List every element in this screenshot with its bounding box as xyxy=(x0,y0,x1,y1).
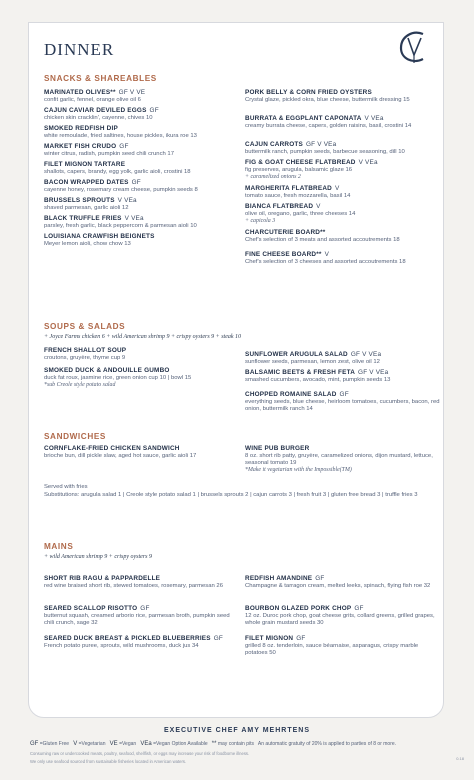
menu-item-description: creamy burrata cheese, capers, golden raisins, basil, crostini 14 xyxy=(245,123,412,129)
menu-item-name: LOUISIANA CRAWFISH BEIGNETS xyxy=(44,233,155,240)
diet-tags: GF xyxy=(149,107,159,114)
menu-item xyxy=(44,161,240,176)
menu-item xyxy=(245,115,441,130)
diet-legend xyxy=(30,741,396,747)
menu-item xyxy=(245,605,441,627)
menu-item xyxy=(245,369,441,384)
soups-addons: + Joyce Farms chicken 6 + wild American shrimp 9 + crispy oysters 9 + steak 10 xyxy=(44,334,242,340)
menu-item-description: tomato sauce, fresh mozzarella, basil 14 xyxy=(245,193,351,199)
diet-tags: V xyxy=(334,185,340,192)
menu-item-description: olive oil, oregano, garlic, three cheeses 14 xyxy=(245,211,356,217)
menu-item-name: CHARCUTERIE BOARD** xyxy=(245,229,326,236)
menu-item-description: Chef's selection of 3 cheeses and assorted accoutrements 18 xyxy=(245,259,406,265)
menu-item-name: CAJUN CAVIAR DEVILED EGGS GF xyxy=(44,107,159,114)
menu-item xyxy=(245,185,441,200)
menu-item-description: Chef's selection of 3 meats and assorted accoutrements 18 xyxy=(245,237,400,243)
menu-item-addon: *sub Creole style potato salad xyxy=(44,382,116,388)
menu-item-description: red wine braised short rib, stewed tomatoes, rosemary, parmesan 26 xyxy=(44,583,223,589)
diet-tags: GF xyxy=(131,179,141,186)
menu-item-addon: + caramelized onions 2 xyxy=(245,174,301,180)
menu-item xyxy=(245,575,441,590)
menu-item-description: grilled 8 oz. tenderloin, sauce béarnaise, asparagus, crispy marble potatoes 50 xyxy=(245,643,419,656)
menu-item xyxy=(245,203,441,225)
legend-ve: VE =Vegan xyxy=(109,741,137,747)
menu-item-description: winter citrus, radish, pumpkin seed chili crunch 17 xyxy=(44,151,174,157)
section-heading-snacks: SNACKS & SHAREABLES xyxy=(44,74,157,83)
menu-item-description: fig preserves, arugula, balsamic glaze 16 xyxy=(245,167,353,173)
sides-title: Served with fries xyxy=(44,484,88,490)
menu-item xyxy=(44,215,240,230)
menu-item-name: BOURBON GLAZED PORK CHOP GF xyxy=(245,605,364,612)
menu-item xyxy=(44,89,240,104)
diet-tags: V xyxy=(316,203,321,210)
menu-item-description: 8 oz. short rib patty, gruyère, caramelized onions, dijon mustard, lettuce, seasonal tomato 19 xyxy=(245,453,433,466)
menu-item-name: SMOKED REDFISH DIP xyxy=(44,125,118,132)
menu-item xyxy=(44,179,240,194)
menu-item xyxy=(44,107,240,122)
menu-item-description: white remoulade, fried saltines, house pickles, ikura roe 13 xyxy=(44,133,197,139)
menu-item xyxy=(245,351,441,366)
menu-item-description: Meyer lemon aioli, chow chow 13 xyxy=(44,241,131,247)
menu-item xyxy=(44,125,240,140)
legend-pits: ** may contain pits xyxy=(211,741,254,747)
menu-item-description: croutons, gruyère, thyme cup 9 xyxy=(44,355,126,361)
menu-item xyxy=(44,635,240,650)
menu-item-name: BLACK TRUFFLE FRIES V VEa xyxy=(44,215,144,222)
menu-item xyxy=(245,391,441,413)
menu-item-name: FRENCH SHALLOT SOUP xyxy=(44,347,127,354)
menu-item-description: cayenne honey, rosemary cream cheese, pumpkin seeds 8 xyxy=(44,187,198,193)
menu-item-description: 12 oz. Duroc pork chop, goat cheese grits, collard greens, grilled grapes, whole grain mustard seeds 30 xyxy=(245,613,435,626)
menu-item-name: BACON WRAPPED DATES GF xyxy=(44,179,141,186)
menu-item-name: CAJUN CARROTS GF V VEa xyxy=(245,141,337,148)
menu-item-description: shaved parmesan, garlic aioli 12 xyxy=(44,205,129,211)
menu-item-description: buttermilk ranch, pumpkin seeds, barbecue seasoning, dill 10 xyxy=(245,149,405,155)
logo-icon xyxy=(397,28,431,66)
menu-item-name: MARKET FISH CRUDO GF xyxy=(44,143,129,150)
diet-tags: V VEa xyxy=(358,159,378,166)
menu-item-name: MARGHERITA FLATBREAD V xyxy=(245,185,340,192)
diet-tags: GF xyxy=(339,391,349,398)
menu-item-name: SHORT RIB RAGU & PAPPARDELLE xyxy=(44,575,161,582)
menu-item-description: Champagne & tarragon cream, melted leeks, spinach, flying fish roe 32 xyxy=(245,583,431,589)
menu-item-name: FILET MIGNON GF xyxy=(245,635,306,642)
section-heading-mains: MAINS xyxy=(44,542,74,551)
menu-item-name: CHOPPED ROMAINE SALAD GF xyxy=(245,391,349,398)
menu-item-name: BIANCA FLATBREAD V xyxy=(245,203,321,210)
menu-item-description: sunflower seeds, parmesan, lemon zest, olive oil 12 xyxy=(245,359,380,365)
menu-item xyxy=(245,445,441,474)
menu-item-description: Crystal glaze, pickled okra, blue cheese, buttermilk dressing 15 xyxy=(245,97,410,103)
diet-tags: GF V VE xyxy=(118,89,146,96)
legend-gf: GF =Gluten Free xyxy=(30,741,70,747)
menu-item xyxy=(44,575,240,590)
menu-item-name: FIG & GOAT CHEESE FLATBREAD V VEa xyxy=(245,159,378,166)
diet-tags: GF xyxy=(296,635,306,642)
menu-item xyxy=(44,347,240,362)
diet-tags: V VEa xyxy=(117,197,137,204)
menu-item-name: FINE CHEESE BOARD** V xyxy=(245,251,330,258)
menu-item-description: parsley, fresh garlic, black peppercorn & parmesan aioli 10 xyxy=(44,223,197,229)
legend-v: V =Vegetarian xyxy=(73,741,106,747)
menu-item-name: WINE PUB BURGER xyxy=(245,445,310,452)
section-heading-sandwiches: SANDWICHES xyxy=(44,432,106,441)
menu-item-name: CORNFLAKE-FRIED CHICKEN SANDWICH xyxy=(44,445,180,452)
gratuity-note: An automatic gratuity of 20% is applied to parties of 8 or more. xyxy=(257,741,397,747)
menu-item-name: SUNFLOWER ARUGULA SALAD GF V VEa xyxy=(245,351,382,358)
menu-item xyxy=(44,367,240,389)
menu-code: 0.18 xyxy=(456,756,464,761)
sourcing-note: We only use seafood sourced from sustainable fisheries located in American waters. xyxy=(30,759,187,764)
diet-tags: V xyxy=(324,251,330,258)
menu-item-name: BRUSSELS SPROUTS V VEa xyxy=(44,197,137,204)
menu-item-name: PORK BELLY & CORN FRIED OYSTERS xyxy=(245,89,372,96)
menu-item-addon: *Make it vegetarian with the Impossible(TM) xyxy=(245,467,352,473)
diet-tags: GF xyxy=(213,635,223,642)
diet-tags: GF V VEa xyxy=(350,351,382,358)
menu-item xyxy=(245,89,441,104)
menu-item-name: SMOKED DUCK & ANDOUILLE GUMBO xyxy=(44,367,170,374)
menu-item-description: butternut squash, creamed arborio rice, parmesan broth, pumpkin seed chili crunch, sage 32 xyxy=(44,613,230,626)
menu-item-description: shallots, capers, brandy, egg yolk, garlic aioli, crostini 18 xyxy=(44,169,191,175)
menu-item-addon: + capicola 3 xyxy=(245,218,276,224)
menu-item-name: FILET MIGNON TARTARE xyxy=(44,161,126,168)
menu-item-name: REDFISH AMANDINE GF xyxy=(245,575,325,582)
menu-item-description: chicken skin cracklin', cayenne, chives 10 xyxy=(44,115,153,121)
executive-chef: EXECUTIVE CHEF AMY MEHRTENS xyxy=(163,727,310,734)
diet-tags: V VEa xyxy=(364,115,384,122)
menu-item xyxy=(44,197,240,212)
menu-item-name: MARINATED OLIVES** GF V VE xyxy=(44,89,146,96)
menu-item xyxy=(245,141,441,156)
menu-item xyxy=(245,229,441,244)
diet-tags: V VEa xyxy=(124,215,144,222)
menu-item xyxy=(245,159,441,181)
menu-item xyxy=(245,635,441,657)
page-title: DINNER xyxy=(44,40,115,59)
menu-item xyxy=(44,143,240,158)
diet-tags: GF V VEa xyxy=(358,369,389,376)
menu-item-description: French potato puree, sprouts, wild mushrooms, duck jus 34 xyxy=(44,643,199,649)
menu-item-description: everything seeds, blue cheese, heirloom tomatoes, cucumbers, bacon, red onion, buttermilk ranch 14 xyxy=(245,399,440,412)
menu-item-description: smashed cucumbers, avocado, mint, pumpkin seeds 13 xyxy=(245,377,391,383)
menu-item-name: SEARED SCALLOP RISOTTO GF xyxy=(44,605,150,612)
menu-item-description: confit garlic, fennel, orange olive oil 6 xyxy=(44,97,141,103)
diet-tags: GF xyxy=(315,575,325,582)
menu-item xyxy=(245,251,441,266)
consumer-advisory: Consuming raw or undercooked meats, poultry, seafood, shellfish, or eggs may increase your risk of foodborne illness. xyxy=(30,751,250,756)
menu-item-name: BALSAMIC BEETS & FRESH FETA GF V VEa xyxy=(245,369,389,376)
sides-substitutions: Substitutions: arugula salad 1 | Creole style potato salad 1 | brussels sprouts 2 | cajun carrots 3 | fresh fruit 3 | gluten free bread 3 | truffle fries 3 xyxy=(44,492,418,498)
menu-item xyxy=(44,233,240,248)
legend-vea: VEa =Vegan Option Available xyxy=(140,741,208,747)
menu-item xyxy=(44,605,240,627)
menu-item-description: brioche bun, dill pickle slaw, aged hot sauce, garlic aioli 17 xyxy=(44,453,197,459)
diet-tags: GF xyxy=(119,143,129,150)
diet-tags: GF xyxy=(354,605,364,612)
mains-addons: + wild American shrimp 9 + crispy oysters 9 xyxy=(44,554,152,560)
menu-item-name: BURRATA & EGGPLANT CAPONATA V VEa xyxy=(245,115,384,122)
section-heading-soups: SOUPS & SALADS xyxy=(44,322,126,331)
menu-item-description: duck fat roux, jasmine rice, green onion cup 10 | bowl 15 xyxy=(44,375,192,381)
menu-item-name: SEARED DUCK BREAST & PICKLED BLUEBERRIES GF xyxy=(44,635,223,642)
diet-tags: GF V VEa xyxy=(306,141,337,148)
diet-tags: GF xyxy=(140,605,150,612)
menu-item xyxy=(44,445,240,460)
